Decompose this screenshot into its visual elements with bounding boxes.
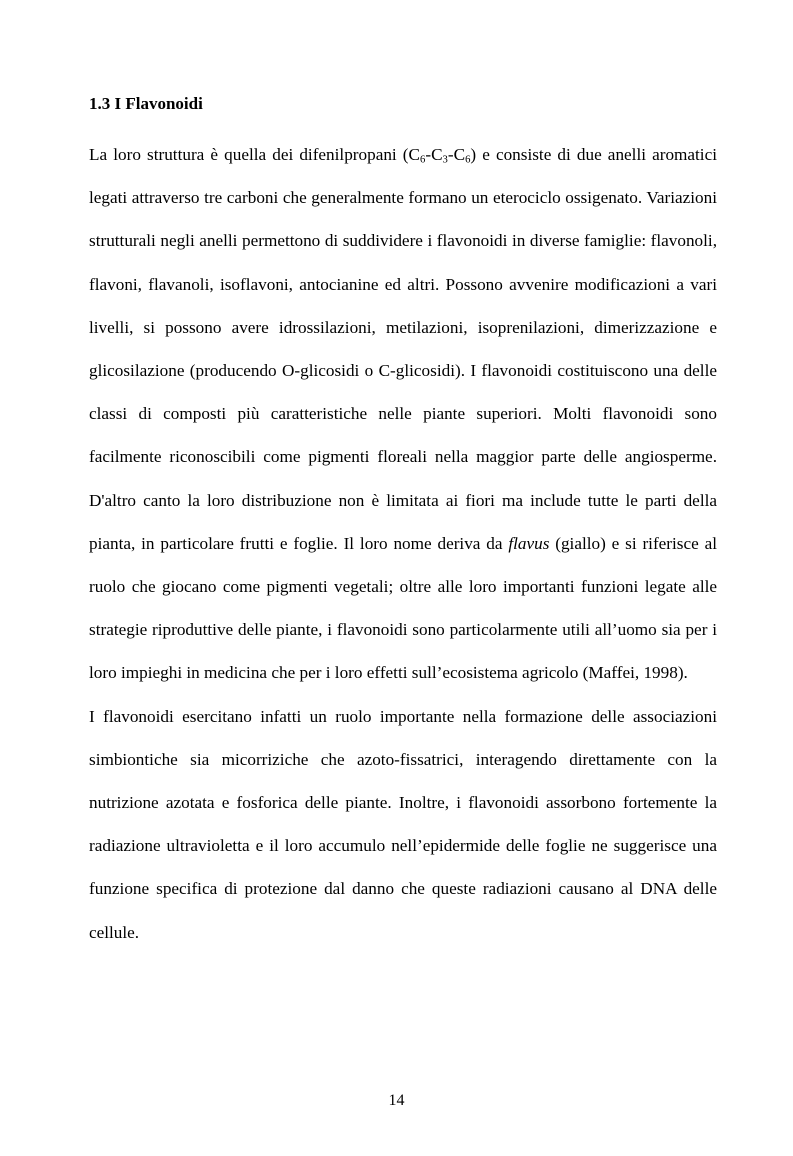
page-number: 14 [388, 1092, 405, 1109]
formula-c3 [431, 145, 448, 164]
formula-carbon: C [453, 145, 466, 164]
paragraph-body: ) e consiste di due anelli aromatici legati attraverso tre carboni che generalmente formano un eterociclo ossigenato. Variazioni strutturali negli anelli permettono di suddividere i flavonoidi in diverse famiglie: flavonoli, flavoni, flavanoli, isoflavoni, antocianine ed altri. Possono avvenire modificazioni a vari livelli, si possono avere idrossilazioni, metilazioni, isoprenilazioni, dimerizzazione e glicosilazione (producendo O-glicosidi o C-glicosidi). I flavonoidi costituiscono una delle classi di composti più caratteristiche nelle piante superiori. Molti flavonoidi sono facilmente riconoscibili come pigmenti floreali nella maggior parte delle angiosperme. D'altro canto la loro distribuzione non è limitata ai fiori ma include tutte le parti della pianta, in particolare frutti e foglie. Il loro nome deriva da [89, 145, 717, 553]
body-text [89, 133, 717, 954]
paragraph-intro: La loro struttura è quella dei difenilpropani ( [89, 145, 409, 164]
formula-dash: - [425, 145, 432, 164]
formula-subscript: 6 [465, 154, 471, 166]
formula-dash: - [447, 145, 454, 164]
section-heading: 1.3 I Flavonoidi [89, 94, 203, 113]
formula-subscript: 3 [442, 154, 448, 166]
formula-carbon: C [408, 145, 420, 164]
formula-carbon: C [431, 145, 443, 164]
formula-subscript: 6 [420, 154, 426, 166]
latin-term: flavus [508, 533, 550, 553]
formula-c6-a [409, 145, 426, 164]
formula-c6-b [454, 145, 471, 164]
paragraph-structure [89, 133, 717, 695]
paragraph-symbiosis: I flavonoidi esercitano infatti un ruolo importante nella formazione delle associazioni simbiontiche sia micorriziche che azoto-fissatrici, interagendo direttamente con la nutrizione azotata e fosforica delle piante. Inoltre, i flavonoidi assorbono fortemente la radiazione ultravioletta e il loro accumulo nell’epidermide delle foglie ne suggerisce una funzione specifica di protezione dal danno che queste radiazioni causano al DNA delle cellule. [89, 706, 717, 942]
paragraph-end: (giallo) e si riferisce al ruolo che giocano come pigmenti vegetali; oltre alle loro importanti funzioni legate alle strategie riproduttive delle piante, i flavonoidi sono particolarmente utili all’uomo sia per i loro impieghi in medicina che per i loro effetti sull’ecosistema agricolo (Maffei, 1998). [89, 533, 717, 683]
